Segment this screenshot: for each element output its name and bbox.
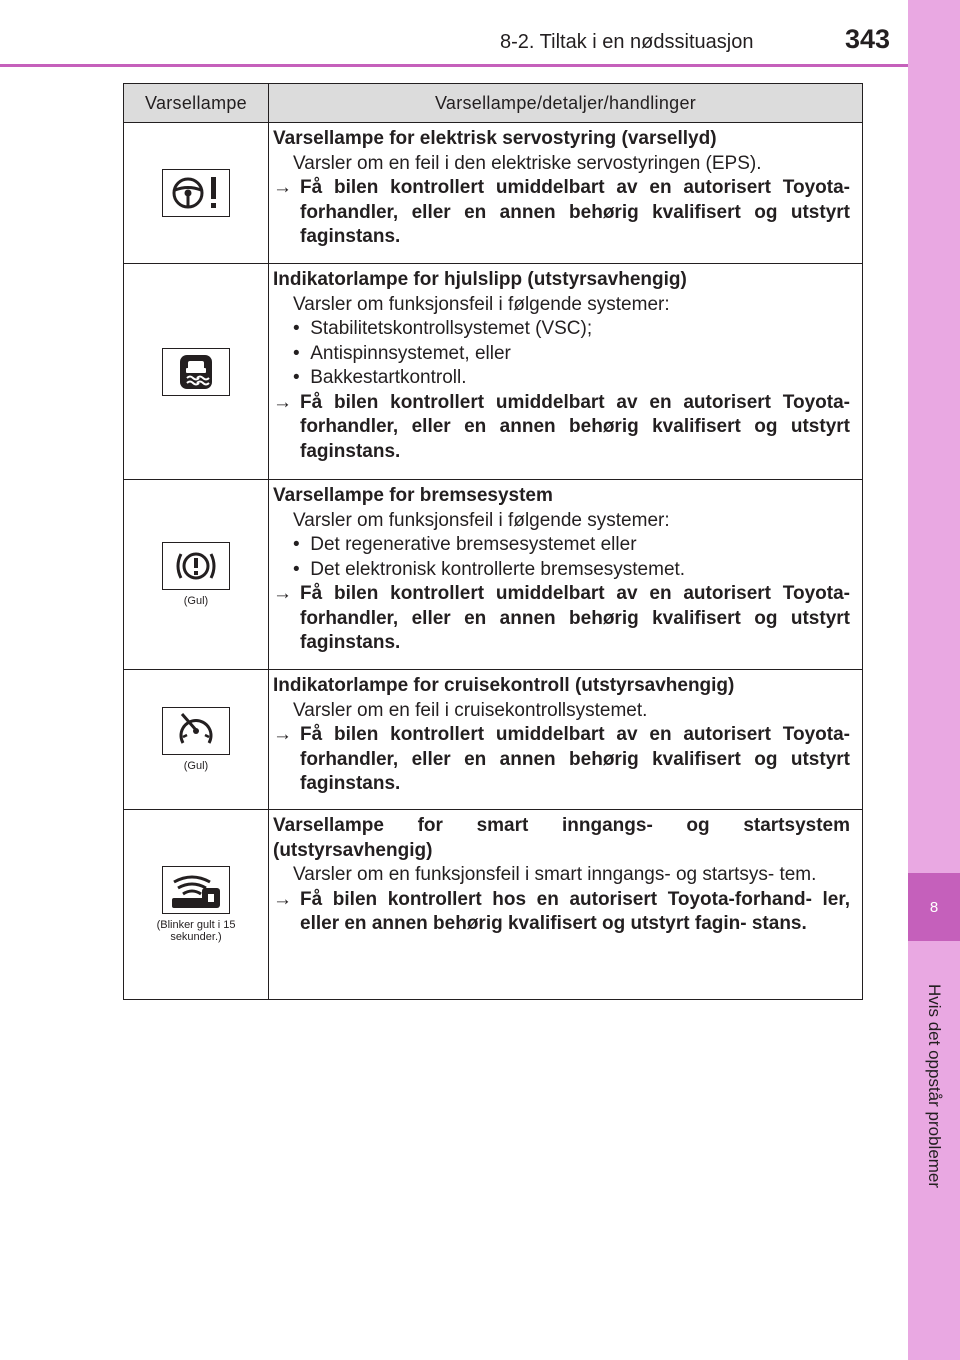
- warning-lights-table: [123, 83, 863, 1000]
- slip-indicator-icon: [162, 348, 230, 396]
- table-row: [124, 264, 863, 480]
- row-action-text: Få bilen kontrollert hos en autorisert Toyota-forhand- ler, eller en annen behørig kvalifisert og utstyrt fagin- stans.: [300, 888, 850, 934]
- row-description: Varsler om funksjonsfeil i følgende systemer:: [293, 293, 670, 315]
- list-item: • Bakkestartkontroll.: [293, 367, 467, 388]
- row-action: [273, 888, 850, 937]
- icon-cell: [124, 264, 269, 480]
- row-bullet-list: [273, 533, 850, 582]
- row-title: Indikatorlampe for cruisekontroll (utstyrsavhengig): [273, 675, 735, 696]
- details-cell: [269, 480, 863, 670]
- power-steering-warning-icon: [162, 169, 230, 217]
- arrow-icon: →: [273, 583, 292, 604]
- row-action: [273, 176, 850, 250]
- table-header-row: [124, 84, 863, 123]
- details-cell: [269, 670, 863, 810]
- header-divider: [0, 64, 908, 67]
- list-item: • Stabilitetskontrollsystemet (VSC);: [293, 318, 593, 339]
- details-cell: [269, 123, 863, 264]
- details-cell: [269, 264, 863, 480]
- arrow-icon: →: [273, 177, 292, 198]
- section-title: 8-2. Tiltak i en nødssituasjon: [500, 31, 754, 53]
- chapter-number: 8: [908, 873, 960, 941]
- icon-cell: [124, 123, 269, 264]
- icon-caption: (Gul): [183, 595, 209, 607]
- column-header-details: Varsellampe/detaljer/handlinger: [269, 84, 863, 123]
- cruise-control-indicator-icon: [162, 707, 230, 755]
- icon-cell: [124, 670, 269, 810]
- arrow-icon: →: [273, 724, 292, 745]
- icon-cell: [124, 480, 269, 670]
- list-item: • Det regenerative bremsesystemet eller: [293, 534, 637, 555]
- icon-cell: [124, 810, 269, 1000]
- row-action: [273, 723, 850, 797]
- details-cell: [269, 810, 863, 1000]
- smart-entry-key-warning-icon: [162, 866, 230, 914]
- icon-caption: (Blinker gult i 15 sekunder.): [156, 919, 236, 943]
- row-title: Indikatorlampe for hjulslipp (utstyrsavhengig): [273, 269, 687, 290]
- list-item: • Det elektronisk kontrollerte bremsesystemet.: [293, 558, 686, 580]
- arrow-icon: →: [273, 391, 292, 413]
- brake-system-warning-icon: [162, 542, 230, 590]
- row-action-text: Få bilen kontrollert umiddelbart av en autorisert Toyota-forhandler, eller en annen behørig kvalifisert og utstyrt faginstans.: [300, 583, 850, 653]
- table-row: [124, 670, 863, 810]
- table-row: [124, 123, 863, 264]
- row-title: Varsellampe for smart inngangs- og startsystem (utstyrsavhengig): [273, 815, 850, 861]
- row-action-text: Få bilen kontrollert umiddelbart av en autorisert Toyota-forhandler, eller en annen behørig kvalifisert og utstyrt faginstans.: [300, 391, 850, 462]
- row-description: Varsler om en funksjonsfeil i smart inngangs- og startsys- tem.: [293, 864, 817, 885]
- row-title: Varsellampe for elektrisk servostyring (varsellyd): [273, 128, 717, 149]
- table-row: [124, 480, 863, 670]
- chapter-side-tab: [908, 0, 960, 1360]
- table-row: [124, 810, 863, 1000]
- column-header-lamp: Varsellampe: [124, 84, 269, 123]
- row-action-text: Få bilen kontrollert umiddelbart av en autorisert Toyota-forhandler, eller en annen behørig kvalifisert og utstyrt faginstans.: [300, 724, 850, 794]
- row-description: Varsler om en feil i cruisekontrollsystemet.: [293, 699, 648, 721]
- row-action: [273, 391, 850, 465]
- row-description: Varsler om funksjonsfeil i følgende systemer:: [293, 509, 670, 531]
- row-action: [273, 582, 850, 656]
- row-bullet-list: [273, 317, 850, 391]
- icon-caption: (Gul): [183, 760, 209, 772]
- chapter-title: Hvis det oppstår problemer: [925, 983, 944, 1189]
- row-action-text: Få bilen kontrollert umiddelbart av en autorisert Toyota-forhandler, eller en annen behørig kvalifisert og utstyrt faginstans.: [300, 177, 850, 247]
- page-number: 343: [845, 24, 891, 54]
- list-item: • Antispinnsystemet, eller: [293, 342, 511, 364]
- arrow-icon: →: [273, 888, 292, 910]
- row-description: Varsler om en feil i den elektriske servostyringen (EPS).: [293, 152, 762, 174]
- row-title: Varsellampe for bremsesystem: [273, 485, 553, 506]
